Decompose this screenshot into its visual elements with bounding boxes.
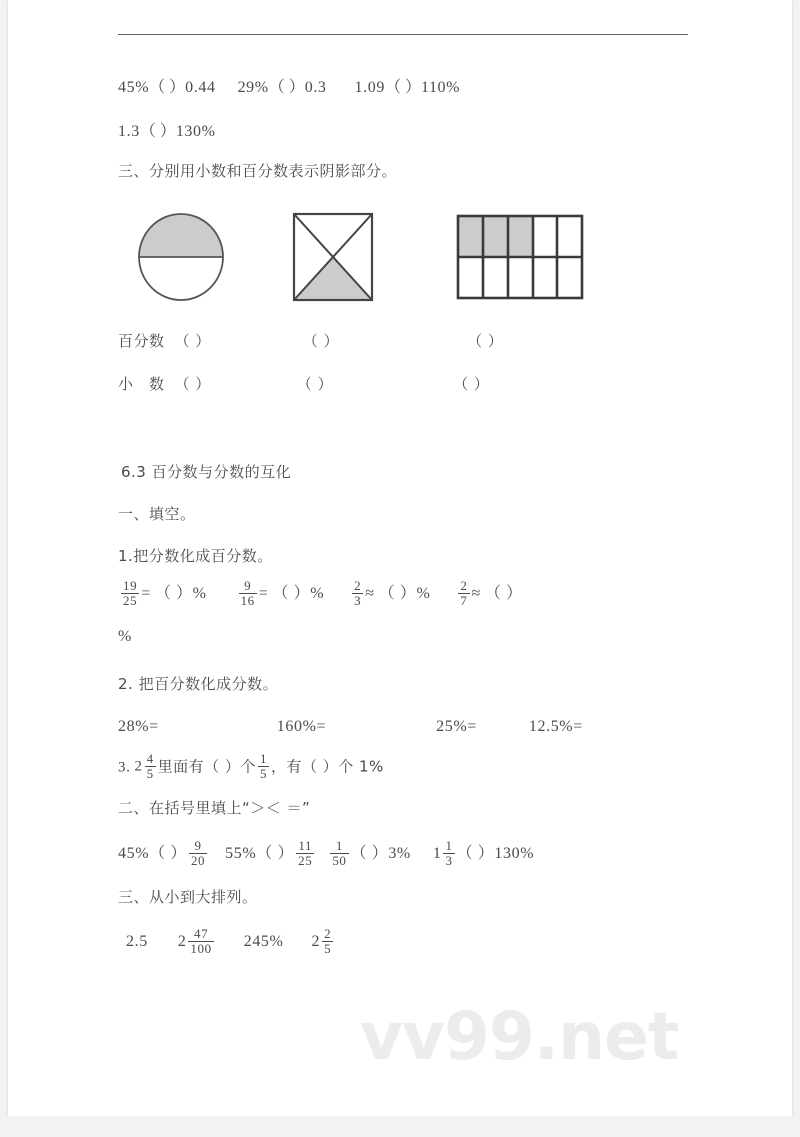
header-divider-rule [118,34,688,35]
mixed-fraction [145,752,156,780]
fraction-numerator: 2 [354,578,362,594]
question-1-blank-3[interactable]: （ ） [378,585,417,602]
fraction-1-50 [330,839,348,867]
fraction-2-3 [352,579,363,607]
answer-row-percent-blank-1[interactable]: （ ） [174,332,211,350]
shaded-section-heading: 三、分别用小数和百分数表示阴影部分。 [118,162,398,180]
part-two-heading: 二、在括号里填上“＞＜ ＝” [118,799,311,817]
order-value-1: 2.5 [126,932,148,950]
mixed-fraction [443,839,454,867]
fraction-19-25 [121,579,139,607]
question-2-item-2[interactable]: 160%= [276,718,327,735]
fraction-denominator: 25 [123,592,138,608]
answer-row-percent-label: 百分数 [118,332,165,350]
order-value-2 [178,928,216,956]
question-2-items [118,718,583,736]
question-1-overflow-percent: % [118,628,132,645]
fraction-numerator: 11 [296,839,314,854]
mixed-whole: 2 [177,932,187,950]
percent-sign-3: % [416,585,431,602]
order-value-3: 245% [243,932,284,950]
fraction-numerator: 9 [239,579,257,594]
comparison-1-left: 45% [118,845,150,862]
comparison-1-blank[interactable]: （ ） [149,845,187,862]
fraction-numerator: 1 [445,838,453,854]
fraction-numerator: 1 [330,839,348,854]
fraction-numerator: 2 [324,926,332,941]
part-two-comparisons [118,840,534,868]
comparison-3-blank[interactable]: （ ） [350,845,389,862]
fraction-denominator: 16 [240,592,255,608]
fraction-numerator: 47 [188,927,213,942]
lesson-title: 6.3 百分数与分数的互化 [121,463,292,481]
compare-1-left: 45% [118,79,150,96]
compare-4-left: 1.3 [118,123,140,140]
question-1-blank-1[interactable]: （ ） [154,585,193,602]
fraction-9-16 [239,579,257,607]
relation-2: = [258,585,269,602]
fraction-denominator: 7 [460,592,468,608]
question-1-blank-2[interactable]: （ ） [272,585,311,602]
part-three-heading: 三、从小到大排列。 [118,888,258,906]
comparison-3-right: 3% [388,845,411,862]
answer-row-decimal-blank-3[interactable]: （ ） [453,375,490,393]
fraction-denominator: 5 [259,765,267,781]
relation-1: = [141,585,151,602]
question-2-item-4[interactable]: 12.5%= [528,718,583,735]
fraction-denominator: 5 [324,940,332,956]
document-page [8,0,792,1116]
answer-row-percent-blank-2[interactable]: （ ） [302,332,340,350]
figure-circle-top-half-shaded [136,212,226,307]
mixed-number-2-4-5 [134,753,157,781]
comparison-4-blank[interactable]: （ ） [456,845,495,862]
fraction-denominator: 5 [146,765,154,781]
mixed-whole: 2 [134,758,143,775]
compare-4-right: 130% [175,123,216,140]
mixed-whole: 2 [311,932,321,950]
fraction-denominator: 50 [332,852,347,868]
question-3-line [118,753,384,781]
question-1-prompt: 1.把分数化成百分数。 [118,547,273,565]
percent-sign-2: % [310,585,325,602]
question-2-item-3[interactable]: 25%= [436,718,477,735]
figure-grid-5x2-three-shaded [456,214,584,305]
comparison-2-left: 55% [225,845,257,862]
question-2-item-1[interactable]: 28%= [118,718,159,735]
fraction-numerator: 19 [123,578,138,594]
mixed-number-1-1-3 [433,840,457,868]
fraction-denominator: 100 [190,940,212,956]
fraction-1-5 [258,752,269,780]
compare-3-left: 1.09 [354,79,385,96]
fraction-numerator: 4 [146,751,154,766]
relation-3: ≈ [365,585,375,602]
fraction-denominator: 3 [354,592,362,608]
fraction-11-25 [296,839,314,867]
relation-4: ≈ [471,585,481,602]
fraction-denominator: 20 [190,852,206,868]
question-3-text-2[interactable]: ，有（ ）个 1% [270,757,384,776]
question-1-blank-4[interactable]: （ ） [484,585,523,602]
answer-row-decimal-blank-1[interactable]: （ ） [174,375,211,393]
question-1-items [119,580,523,608]
compare-2-right: 0.3 [304,79,327,96]
comparison-2-blank[interactable]: （ ） [256,845,295,862]
fraction-denominator: 25 [298,852,313,868]
answer-row-percent [118,330,503,351]
answer-row-decimal [118,373,489,394]
site-watermark: vv99.net [360,998,679,1075]
fraction-9-20 [189,839,207,867]
part-three-values [126,928,335,956]
part-one-heading: 一、填空。 [118,505,196,523]
mixed-fraction [188,927,213,955]
order-value-4 [311,928,335,956]
question-3-text-1[interactable]: 里面有（ ）个 [157,757,256,776]
compare-4-blank[interactable]: （ ） [139,123,176,140]
compare-1-right: 0.44 [185,79,216,96]
page-bottom-margin [0,1116,800,1137]
comparison-4-right: 130% [494,845,535,862]
fraction-denominator: 3 [445,852,453,868]
fraction-2-7 [458,579,469,607]
answer-row-percent-blank-3[interactable]: （ ） [467,332,504,350]
top-exercise-row-2 [118,118,216,141]
answer-row-decimal-blank-2[interactable]: （ ） [296,375,334,393]
fraction-numerator: 2 [460,578,468,594]
compare-3-blank[interactable]: （ ） [384,79,421,96]
compare-2-left: 29% [237,79,269,96]
fraction-numerator: 9 [189,839,207,854]
mixed-whole: 1 [432,845,442,862]
compare-2-blank[interactable]: （ ） [268,79,305,96]
question-3-prefix: 3. [118,759,131,776]
figure-square-diagonals-bottom-shaded [292,212,374,307]
question-2-prompt: 2. 把百分数化成分数。 [118,675,279,693]
mixed-fraction [322,927,333,955]
answer-row-decimal-label: 小 数 [118,375,165,393]
top-exercise-row-1 [118,74,460,97]
percent-sign-1: % [192,585,207,602]
compare-1-blank[interactable]: （ ） [149,79,186,96]
fraction-numerator: 1 [259,751,267,766]
compare-3-right: 110% [420,79,461,96]
